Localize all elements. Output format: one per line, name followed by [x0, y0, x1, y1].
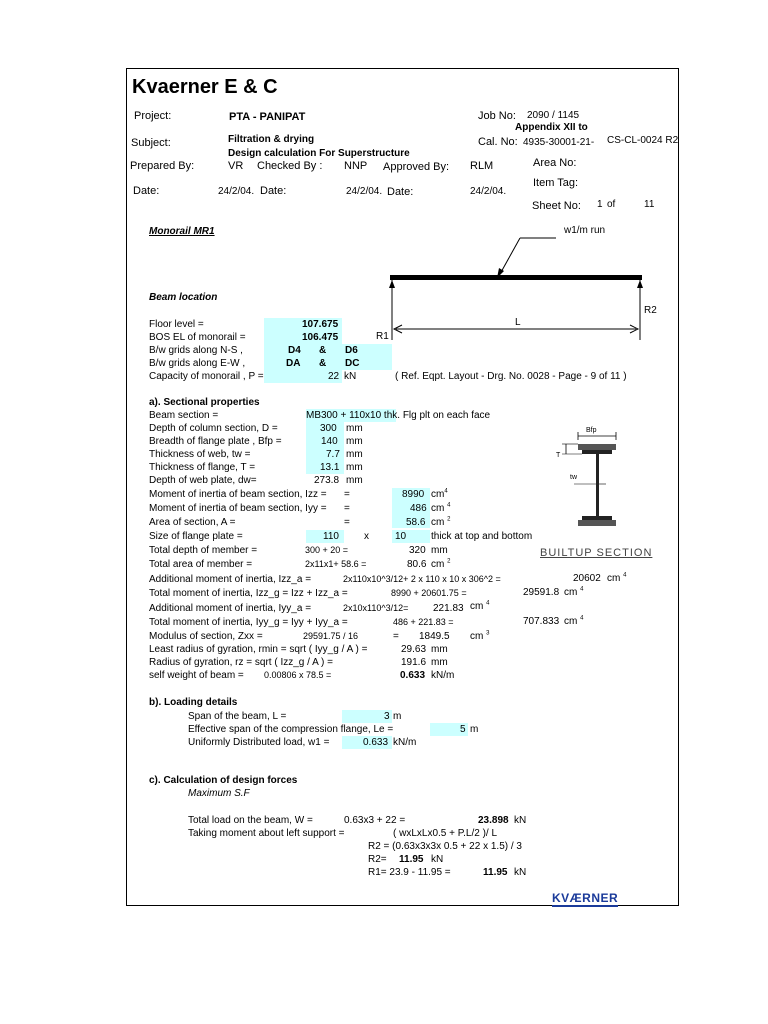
moment-calc: ( wxLxLx0.5 + P.L/2 )/ L	[393, 828, 498, 839]
flgplate-label: Size of flange plate =	[149, 531, 243, 542]
addiyy-calc: 2x10x110^3/12=	[343, 603, 409, 613]
ns-b: D6	[345, 345, 358, 356]
selfwt-unit: kN/m	[431, 670, 455, 681]
flgplate-t: 10	[395, 531, 407, 542]
totdepth-unit: mm	[431, 545, 448, 556]
cal-no-suffix: CS-CL-0024 R2	[607, 135, 679, 146]
subject-line2: Design calculation For Superstructure	[228, 148, 410, 159]
bos-value: 106.475	[302, 332, 339, 343]
r1-value: 11.95	[483, 867, 508, 878]
flange-unit: mm	[346, 462, 363, 473]
selfwt-calc: 0.00806 x 78.5 =	[264, 670, 332, 680]
bos-label: BOS EL of monorail =	[149, 332, 246, 343]
ew-b: DC	[345, 358, 360, 369]
rz-unit: mm	[431, 657, 448, 668]
rmin-unit: mm	[431, 644, 448, 655]
totizz-value: 29591.8	[523, 587, 560, 598]
addizz-label: Additional moment of inertia, Izz_a =	[149, 574, 312, 585]
highlight-grid-cells	[264, 344, 392, 370]
ew-a: DA	[286, 358, 301, 369]
date-label-3: Date:	[387, 186, 414, 198]
ns-amp: &	[319, 345, 327, 356]
totiyy-value: 707.833	[523, 616, 560, 627]
depth-unit: mm	[346, 423, 363, 434]
dw-value: 273.8	[314, 475, 340, 486]
capacity-value: 22	[328, 371, 340, 382]
appendix: Appendix XII to	[515, 122, 588, 133]
project-value: PTA - PANIPAT	[229, 111, 306, 123]
udl-label: Uniformly Distributed load, w1 =	[188, 737, 330, 748]
izz-eq: =	[344, 489, 350, 500]
cal-no-value: 4935-30001-21-	[523, 137, 595, 148]
monorail-title: Monorail MR1	[149, 226, 215, 237]
totarea-label: Total area of member =	[149, 559, 253, 570]
sectional-title: a). Sectional properties	[149, 397, 260, 408]
dw-label: Depth of web plate, dw=	[149, 475, 257, 486]
approved-by-value: RLM	[470, 160, 494, 172]
builtup-section-figure	[540, 424, 670, 564]
zxx-calc: 29591.75 / 16	[303, 631, 359, 641]
totizz-label: Total moment of inertia, Izz_g = Izz + Izz_a =	[149, 588, 348, 599]
r2-calc: R2 = (0.63x3x3x 0.5 + 22 x 1.5) / 3	[368, 841, 522, 852]
area-eq: =	[344, 517, 350, 528]
r2-result-label: R2=	[368, 854, 387, 865]
totiyy-calc: 486 + 221.83 =	[393, 617, 454, 627]
loading-title: b). Loading details	[149, 697, 238, 708]
date-label-1: Date:	[133, 185, 160, 197]
r1-label: R1	[376, 331, 389, 342]
date-label-2: Date:	[260, 185, 287, 197]
kvaerner-logo: KVÆRNER	[552, 891, 619, 905]
beam-location-title: Beam location	[149, 292, 218, 303]
udl-value: 0.633	[363, 737, 389, 748]
totdepth-value: 320	[409, 545, 426, 556]
izz-label: Moment of inertia of beam section, Izz =	[149, 489, 327, 500]
load-label: w1/m run	[564, 225, 606, 236]
web-label: Thickness of web, tw =	[149, 449, 251, 460]
selfwt-value: 0.633	[400, 670, 426, 681]
izz-unit: $cm^4$	[431, 488, 448, 500]
fig-tw-label: tw	[570, 474, 577, 481]
forces-subtitle: Maximum S.F	[188, 788, 250, 799]
date-value-2: 24/2/04.	[346, 186, 383, 197]
total-load-calc: 0.63x3 + 22 =	[344, 815, 406, 826]
subject-line1: Filtration & drying	[228, 134, 315, 145]
eff-span-label: Effective span of the compression flange, Le =	[188, 724, 394, 735]
rz-value: 191.6	[401, 657, 427, 668]
span-beam-unit: m	[393, 711, 402, 722]
depth-label: Depth of column section, D =	[149, 423, 278, 434]
approved-by-label: Approved By:	[383, 161, 450, 173]
prepared-by-label: Prepared By:	[130, 160, 195, 172]
area-unit: cm $^2$	[431, 516, 451, 528]
date-value-1: 24/2/04.	[218, 186, 255, 197]
addiyy-label: Additional moment of inertia, Iyy_a =	[149, 603, 312, 614]
breadth-label: Breadth of flange plate , Bfp =	[149, 436, 282, 447]
total-load-label: Total load on the beam, W =	[188, 815, 313, 826]
area-label: Area of section, A =	[149, 517, 236, 528]
sheet-no-label: Sheet No:	[532, 200, 581, 212]
span-beam-value: 3	[384, 711, 390, 722]
section-value: MB300 + 110x10 thk. Flg plt on each face	[306, 410, 491, 421]
zxx-unit: cm $^3$	[470, 630, 490, 642]
builtup-caption: BUILTUP SECTION	[540, 547, 653, 559]
total-load-value: 23.898	[478, 815, 509, 826]
breadth-unit: mm	[346, 436, 363, 447]
flgplate-x: x	[364, 531, 369, 542]
ns-a: D4	[288, 345, 301, 356]
web-unit: mm	[346, 449, 363, 460]
totdepth-label: Total depth of member =	[149, 545, 258, 556]
company-name: Kvaerner E & C	[132, 76, 278, 98]
moment-label: Taking moment about left support =	[188, 828, 345, 839]
totiyy-unit: cm $^4$	[564, 615, 584, 627]
cal-no-label: Cal. No:	[478, 136, 518, 148]
flange-label: Thickness of flange, T =	[149, 462, 256, 473]
fig-bfp-label: Bfp	[586, 427, 597, 434]
rmin-value: 29.63	[401, 644, 427, 655]
sheet-no-value: 1	[597, 199, 603, 210]
forces-title: c). Calculation of design forces	[149, 775, 298, 786]
project-label: Project:	[134, 110, 172, 122]
addizz-calc: 2x110x10^3/12+ 2 x 110 x 10 x 306^2 =	[343, 574, 501, 584]
udl-unit: kN/m	[393, 737, 417, 748]
r2-label: R2	[644, 305, 657, 316]
iyy-label: Moment of inertia of beam section, Iyy =	[149, 503, 327, 514]
r1-calc: R1= 23.9 - 11.95 =	[368, 867, 451, 878]
r2-result-unit: kN	[431, 854, 444, 865]
date-value-3: 24/2/04.	[470, 186, 507, 197]
subject-label: Subject:	[131, 137, 171, 149]
r2-result-value: 11.95	[399, 854, 424, 865]
flange-value: 13.1	[320, 462, 340, 473]
zxx-eq: =	[393, 631, 399, 642]
section-label: Beam section =	[149, 410, 219, 421]
iyy-eq: =	[344, 503, 350, 514]
flgplate-w: 110	[323, 531, 339, 542]
area-no-label: Area No:	[533, 157, 577, 169]
eff-span-value: 5	[460, 724, 466, 735]
totarea-unit: cm $^2$	[431, 558, 451, 570]
floor-level-label: Floor level =	[149, 319, 204, 330]
addizz-unit: cm $^4$	[607, 572, 627, 584]
zxx-label: Modulus of section, Zxx =	[149, 631, 263, 642]
sheet-total: 11	[644, 199, 655, 210]
floor-level-value: 107.675	[302, 319, 339, 330]
totiyy-label: Total moment of inertia, Iyy_g = Iyy + Iyy_a =	[149, 617, 348, 628]
sheet-of: of	[607, 199, 616, 210]
area-value: 58.6	[406, 517, 426, 528]
rmin-label: Least radius of gyration, rmin = sqrt ( Iyy_g / A ) =	[149, 644, 368, 655]
prepared-by-value: VR	[228, 160, 244, 172]
beam-diagram	[380, 230, 670, 350]
totizz-unit: cm $^4$	[564, 586, 584, 598]
flgplate-note: thick at top and bottom	[431, 531, 533, 542]
totizz-calc: 8990 + 20601.75 =	[391, 588, 467, 598]
span-beam-label: Span of the beam, L =	[188, 711, 287, 722]
izz-value: 8990	[402, 489, 425, 500]
addizz-value: 20602	[573, 573, 601, 584]
checked-by-label: Checked By :	[257, 160, 323, 172]
ew-label: B/w grids along E-W ,	[149, 358, 246, 369]
totdepth-calc: 300 + 20 =	[305, 545, 349, 555]
ns-label: B/w grids along N-S ,	[149, 345, 243, 356]
fig-t-label: T	[556, 452, 561, 459]
item-tag-label: Item Tag:	[533, 177, 579, 189]
addiyy-unit: cm $^4$	[470, 600, 490, 612]
depth-value: 300	[320, 423, 337, 434]
zxx-value: 1849.5	[419, 631, 450, 642]
eff-span-unit: m	[470, 724, 479, 735]
total-load-unit: kN	[514, 815, 527, 826]
ew-amp: &	[319, 358, 327, 369]
rz-label: Radius of gyration, rz = sqrt ( Izz_g / A ) =	[149, 657, 333, 668]
totarea-calc: 2x11x1+ 58.6 =	[305, 559, 367, 569]
breadth-value: 140	[321, 436, 338, 447]
job-no-value: 2090 / 1145	[527, 110, 580, 121]
selfwt-label: self weight of beam =	[149, 670, 244, 681]
job-no-label: Job No:	[478, 110, 516, 122]
addiyy-value: 221.83	[433, 603, 464, 614]
iyy-value: 486	[410, 503, 427, 514]
span-label: L	[515, 317, 521, 328]
totarea-value: 80.6	[407, 559, 427, 570]
dw-unit: mm	[346, 475, 363, 486]
capacity-ref: ( Ref. Eqpt. Layout - Drg. No. 0028 - Page - 9 of 11 )	[395, 371, 627, 382]
iyy-unit: cm $^4$	[431, 502, 451, 514]
capacity-label: Capacity of monorail , P =	[149, 371, 264, 382]
r1-unit: kN	[514, 867, 527, 878]
checked-by-value: NNP	[344, 160, 368, 172]
capacity-unit: kN	[344, 371, 357, 382]
web-value: 7.7	[326, 449, 340, 460]
